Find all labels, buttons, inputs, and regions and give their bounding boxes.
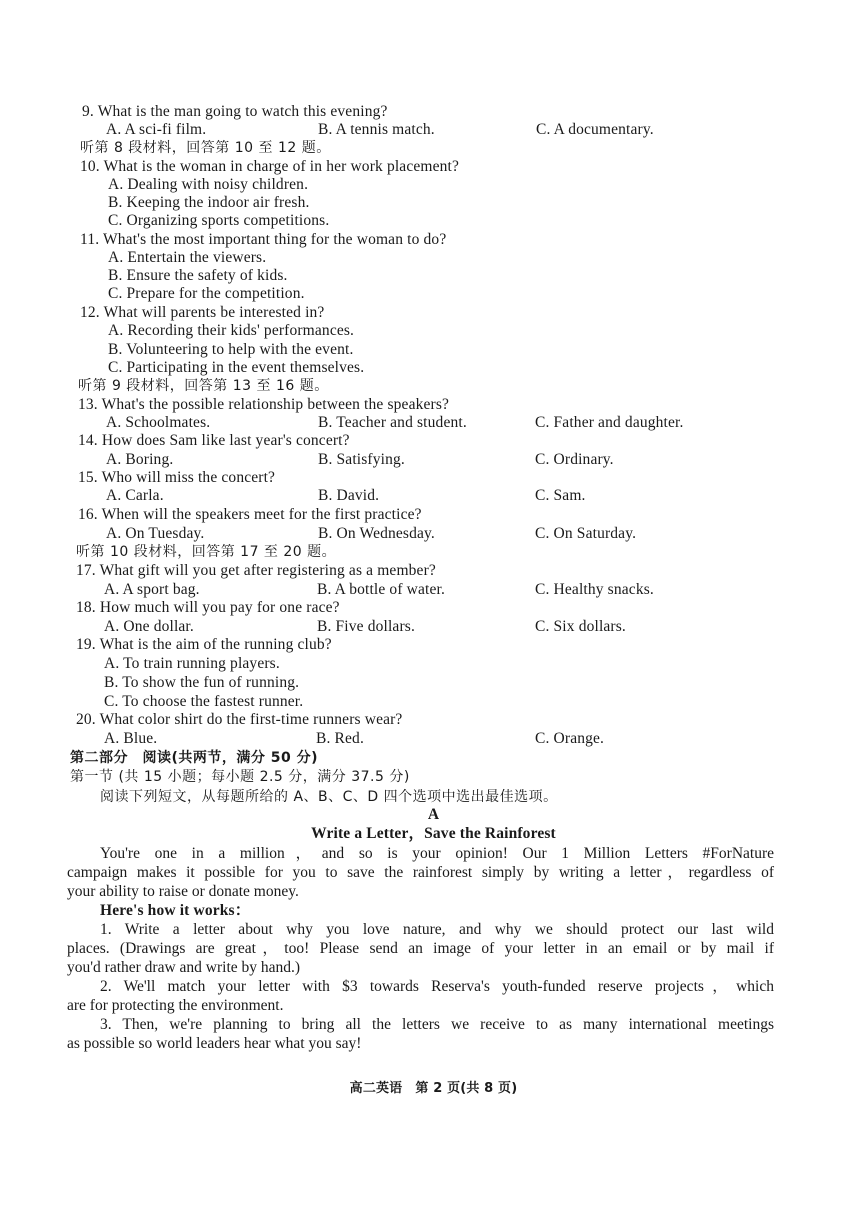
instruction-material-10: 听第 10 段材料，回答第 17 至 20 题。 — [76, 544, 337, 560]
question-9-stem: 9. What is the man going to watch this evening? — [82, 103, 388, 120]
question-11-stem: 11. What's the most important thing for the woman to do? — [80, 231, 447, 248]
passage-line: as possible so world leaders hear what you say! — [67, 1035, 362, 1052]
option: A. On Tuesday. — [106, 525, 205, 542]
passage-line: places. (Drawings are great，too! Please send an image of your letter in an email or by mail if — [67, 940, 774, 957]
option: C. Organizing sports competitions. — [108, 212, 330, 229]
option: A. Carla. — [106, 487, 164, 504]
question-10-stem: 10. What is the woman in charge of in her work placement? — [80, 158, 460, 175]
option: C. To choose the fastest runner. — [104, 693, 304, 710]
page-footer: 高二英语 第 2 页(共 8 页) — [349, 1081, 518, 1096]
question-17-stem: 17. What gift will you get after registering as a member? — [76, 562, 436, 579]
question-15-stem: 15. Who will miss the concert? — [78, 469, 276, 486]
question-12-stem: 12. What will parents be interested in? — [80, 304, 325, 321]
reading-direction: 阅读下列短文，从每题所给的 A、B、C、D 四个选项中选出最佳选项。 — [100, 789, 558, 805]
option: C. Six dollars. — [535, 618, 626, 635]
part2-title: 第二部分 阅读(共两节，满分 50 分) — [70, 750, 319, 766]
instruction-material-8: 听第 8 段材料，回答第 10 至 12 题。 — [80, 140, 331, 156]
question-19-stem: 19. What is the aim of the running club? — [76, 636, 332, 653]
option: B. Keeping the indoor air fresh. — [108, 194, 310, 211]
question-18-stem: 18. How much will you pay for one race? — [76, 599, 340, 616]
option: A. Blue. — [104, 730, 158, 747]
option: C. On Saturday. — [535, 525, 637, 542]
option: B. To show the fun of running. — [104, 674, 300, 691]
question-16-stem: 16. When will the speakers meet for the first practice? — [78, 506, 422, 523]
question-13-stem: 13. What's the possible relationship between the speakers? — [78, 396, 450, 413]
option: A. Entertain the viewers. — [108, 249, 267, 266]
passage-line: 2. We'll match your letter with $3 towards Reserva's youth-funded reserve projects，which — [100, 978, 774, 995]
option: B. David. — [318, 487, 380, 504]
option: B. Ensure the safety of kids. — [108, 267, 288, 284]
passage-label: A — [427, 806, 440, 823]
option: C. Participating in the event themselves. — [108, 359, 365, 376]
how-it-works-heading: Here's how it works： — [100, 902, 251, 919]
option: B. Volunteering to help with the event. — [108, 341, 354, 358]
option: C. Ordinary. — [535, 451, 614, 468]
instruction-material-9: 听第 9 段材料，回答第 13 至 16 题。 — [78, 378, 329, 394]
question-14-stem: 14. How does Sam like last year's concert? — [78, 432, 350, 449]
passage-line: your ability to raise or donate money. — [67, 883, 299, 900]
option: A. Boring. — [106, 451, 174, 468]
option: A. A sport bag. — [104, 581, 200, 598]
option: A. To train running players. — [104, 655, 280, 672]
option: B. A bottle of water. — [317, 581, 445, 598]
option: C. Healthy snacks. — [535, 581, 654, 598]
passage-line: you'd rather draw and write by hand.) — [67, 959, 301, 976]
option: C. A documentary. — [536, 121, 654, 138]
passage-line: You're one in a million，and so is your opinion! Our 1 Million Letters #ForNature — [100, 845, 774, 862]
option: A. One dollar. — [104, 618, 194, 635]
option: A. Dealing with noisy children. — [108, 176, 309, 193]
option: B. Five dollars. — [317, 618, 415, 635]
passage-line: are for protecting the environment. — [67, 997, 284, 1014]
passage-line: 1. Write a letter about why you love nature, and why we should protect our last wild — [100, 921, 774, 938]
option: C. Sam. — [535, 487, 586, 504]
passage-line: campaign makes it possible for you to save the rainforest simply by writing a letter，regardless of — [67, 864, 774, 881]
option: B. Red. — [316, 730, 364, 747]
option: A. A sci-fi film. — [106, 121, 207, 138]
option: C. Father and daughter. — [535, 414, 684, 431]
section1-heading: 第一节 (共 15 小题；每小题 2.5 分，满分 37.5 分) — [70, 769, 410, 785]
passage-line: 3. Then, we're planning to bring all the letters we receive to as many international meetings — [100, 1016, 774, 1033]
option: C. Prepare for the competition. — [108, 285, 305, 302]
option: B. A tennis match. — [318, 121, 435, 138]
passage-title: Write a Letter，Save the Rainforest — [311, 825, 556, 842]
option: A. Recording their kids' performances. — [108, 322, 355, 339]
option: B. On Wednesday. — [318, 525, 435, 542]
option: B. Teacher and student. — [318, 414, 467, 431]
option: C. Orange. — [535, 730, 605, 747]
option: B. Satisfying. — [318, 451, 405, 468]
option: A. Schoolmates. — [106, 414, 211, 431]
question-20-stem: 20. What color shirt do the first-time runners wear? — [76, 711, 403, 728]
